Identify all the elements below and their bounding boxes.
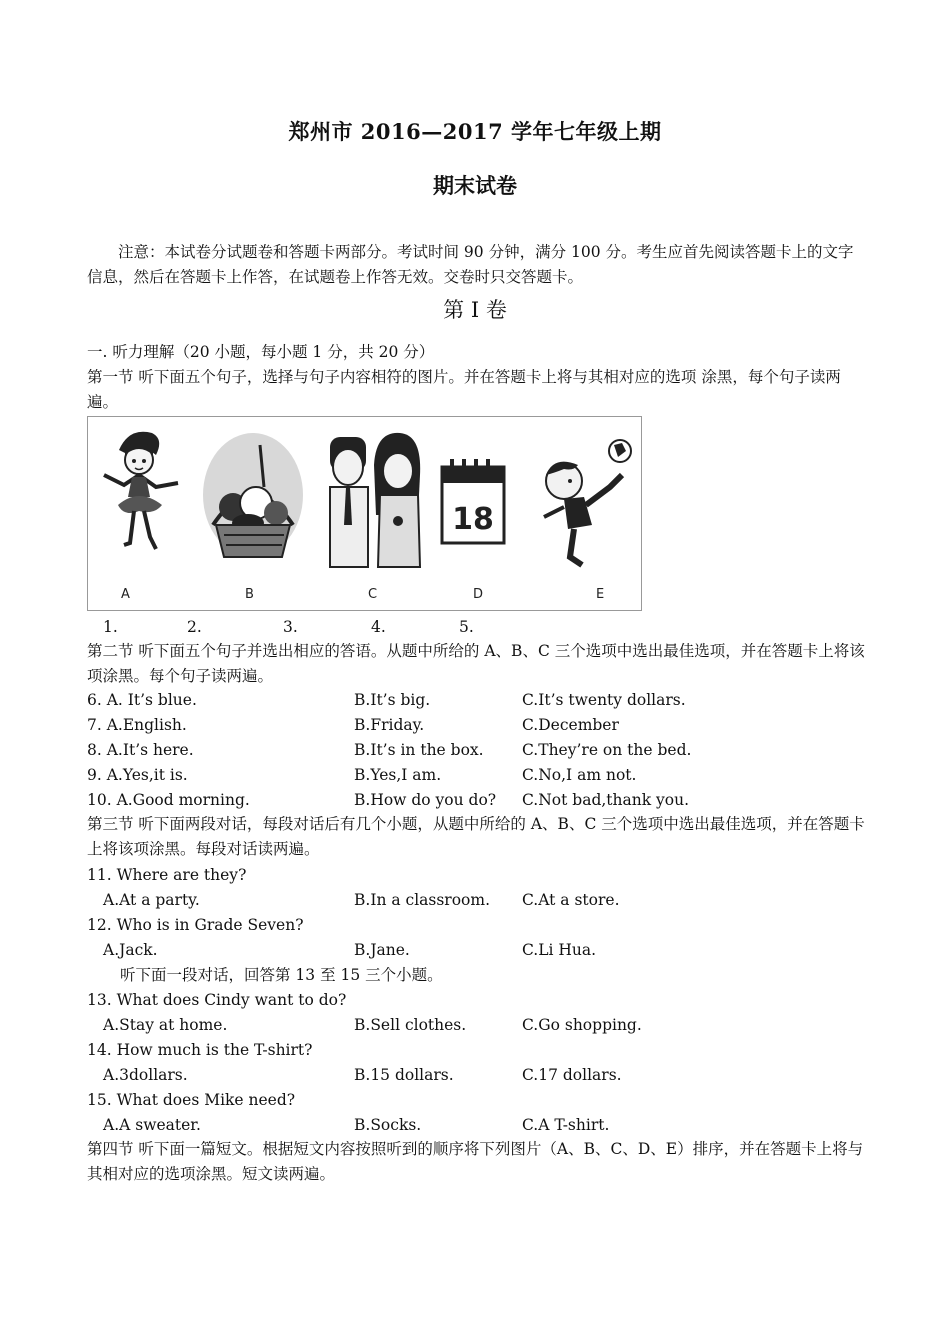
q10-option-b: B.How do you do? (354, 791, 497, 809)
q15-stem: 15. What does Mike need? (87, 1091, 296, 1109)
q10-option-a: 10. A.Good morning. (87, 791, 250, 809)
q13-option-a: A.Stay at home. (103, 1016, 228, 1034)
q15-option-b: B.Socks. (354, 1116, 422, 1134)
q14-stem: 14. How much is the T-shirt? (87, 1041, 313, 1059)
q15-option-c: C.A T-shirt. (522, 1116, 610, 1134)
calendar-date-number: 18 (452, 502, 494, 537)
q6-option-c: C.It’s twenty dollars. (522, 691, 686, 709)
calendar-icon (436, 425, 516, 575)
listening-pictures (87, 416, 642, 611)
picture-label-e: E (596, 587, 605, 602)
q8-option-a: 8. A.It’s here. (87, 741, 194, 759)
part1-heading: 一. 听力理解（20 小题，每小题 1 分，共 20 分） (87, 343, 435, 361)
q10-option-c: C.Not bad,thank you. (522, 791, 690, 809)
q12-option-b: B.Jane. (354, 941, 410, 959)
q6-option-b: B.It’s big. (354, 691, 431, 709)
q14-option-b: B.15 dollars. (354, 1066, 454, 1084)
q12-option-c: C.Li Hua. (522, 941, 597, 959)
exam-subtitle: 期末试卷 (433, 173, 517, 198)
q11-option-b: B.In a classroom. (354, 891, 491, 909)
q13-option-b: B.Sell clothes. (354, 1016, 467, 1034)
q9-option-b: B.Yes,I am. (354, 766, 442, 784)
q11-stem: 11. Where are they? (87, 866, 247, 884)
q6-option-a: 6. A. It’s blue. (87, 691, 197, 709)
q12-stem: 12. Who is in Grade Seven? (87, 916, 304, 934)
q9-option-c: C.No,I am not. (522, 766, 637, 784)
q8-option-b: B.It’s in the box. (354, 741, 484, 759)
answer-number-2: 2. (187, 618, 202, 636)
picture-label-d: D (473, 587, 484, 602)
q11-option-a: A.At a party. (103, 891, 200, 909)
answer-number-4: 4. (371, 618, 386, 636)
answer-number-3: 3. (283, 618, 298, 636)
notice-paragraph (87, 240, 865, 290)
q9-option-a: 9. A.Yes,it is. (87, 766, 188, 784)
dialog-note: 听下面一段对话，回答第 13 至 15 三个小题。 (120, 966, 443, 984)
soccer-boy-icon (534, 425, 638, 575)
notice-text: 注意：本试卷分试题卷和答题卡两部分。考试时间 90 分钟，满分 100 分。考生应首先阅读答题卡上的文字信息，然后在答题卡上作答，在试题卷上作答无效。交卷时只交答题卡。 (87, 243, 854, 286)
exam-title: 郑州市 2016—2017 学年七年级上期 (288, 119, 662, 144)
section2-instructions: 第二节 听下面五个句子并选出相应的答语。从题中所给的 A、B、C 三个选项中选出最佳选项，并在答题卡上将该项涂黑。每个句子读两遍。 (87, 642, 865, 685)
q13-stem: 13. What does Cindy want to do? (87, 991, 347, 1009)
section4-instructions: 第四节 听下面一篇短文。根据短文内容按照听到的顺序将下列图片（A、B、C、D、E）排序，并在答题卡上将与其相对应的选项涂黑。短文读两遍。 (87, 1140, 864, 1183)
q7-option-b: B.Friday. (354, 716, 425, 734)
volume-heading: 第 I 卷 (443, 298, 507, 322)
section3-instructions: 第三节 听下面两段对话，每段对话后有几个小题，从题中所给的 A、B、C 三个选项中选出最佳选项，并在答题卡上将该项涂黑。每段对话读两遍。 (87, 815, 865, 858)
q8-option-c: C.They’re on the bed. (522, 741, 692, 759)
q15-option-a: A.A sweater. (103, 1116, 201, 1134)
q12-option-a: A.Jack. (103, 941, 158, 959)
picture-label-b: B (245, 587, 254, 602)
couple-portrait-icon (324, 425, 424, 575)
q7-option-a: 7. A.English. (87, 716, 187, 734)
picture-label-a: A (121, 587, 130, 602)
answer-number-5: 5. (459, 618, 474, 636)
q14-option-c: C.17 dollars. (522, 1066, 622, 1084)
q14-option-a: A.3dollars. (103, 1066, 188, 1084)
picture-label-c: C (368, 587, 378, 602)
q7-option-c: C.December (522, 716, 619, 734)
answer-number-1: 1. (103, 618, 118, 636)
q13-option-c: C.Go shopping. (522, 1016, 642, 1034)
section1-instructions: 第一节 听下面五个句子，选择与句子内容相符的图片。并在答题卡上将与其相对应的选项 涂黑，每个句子读两遍。 (87, 368, 841, 411)
q11-option-c: C.At a store. (522, 891, 620, 909)
dancing-girl-icon (94, 425, 184, 575)
fruit-basket-icon (198, 425, 308, 575)
